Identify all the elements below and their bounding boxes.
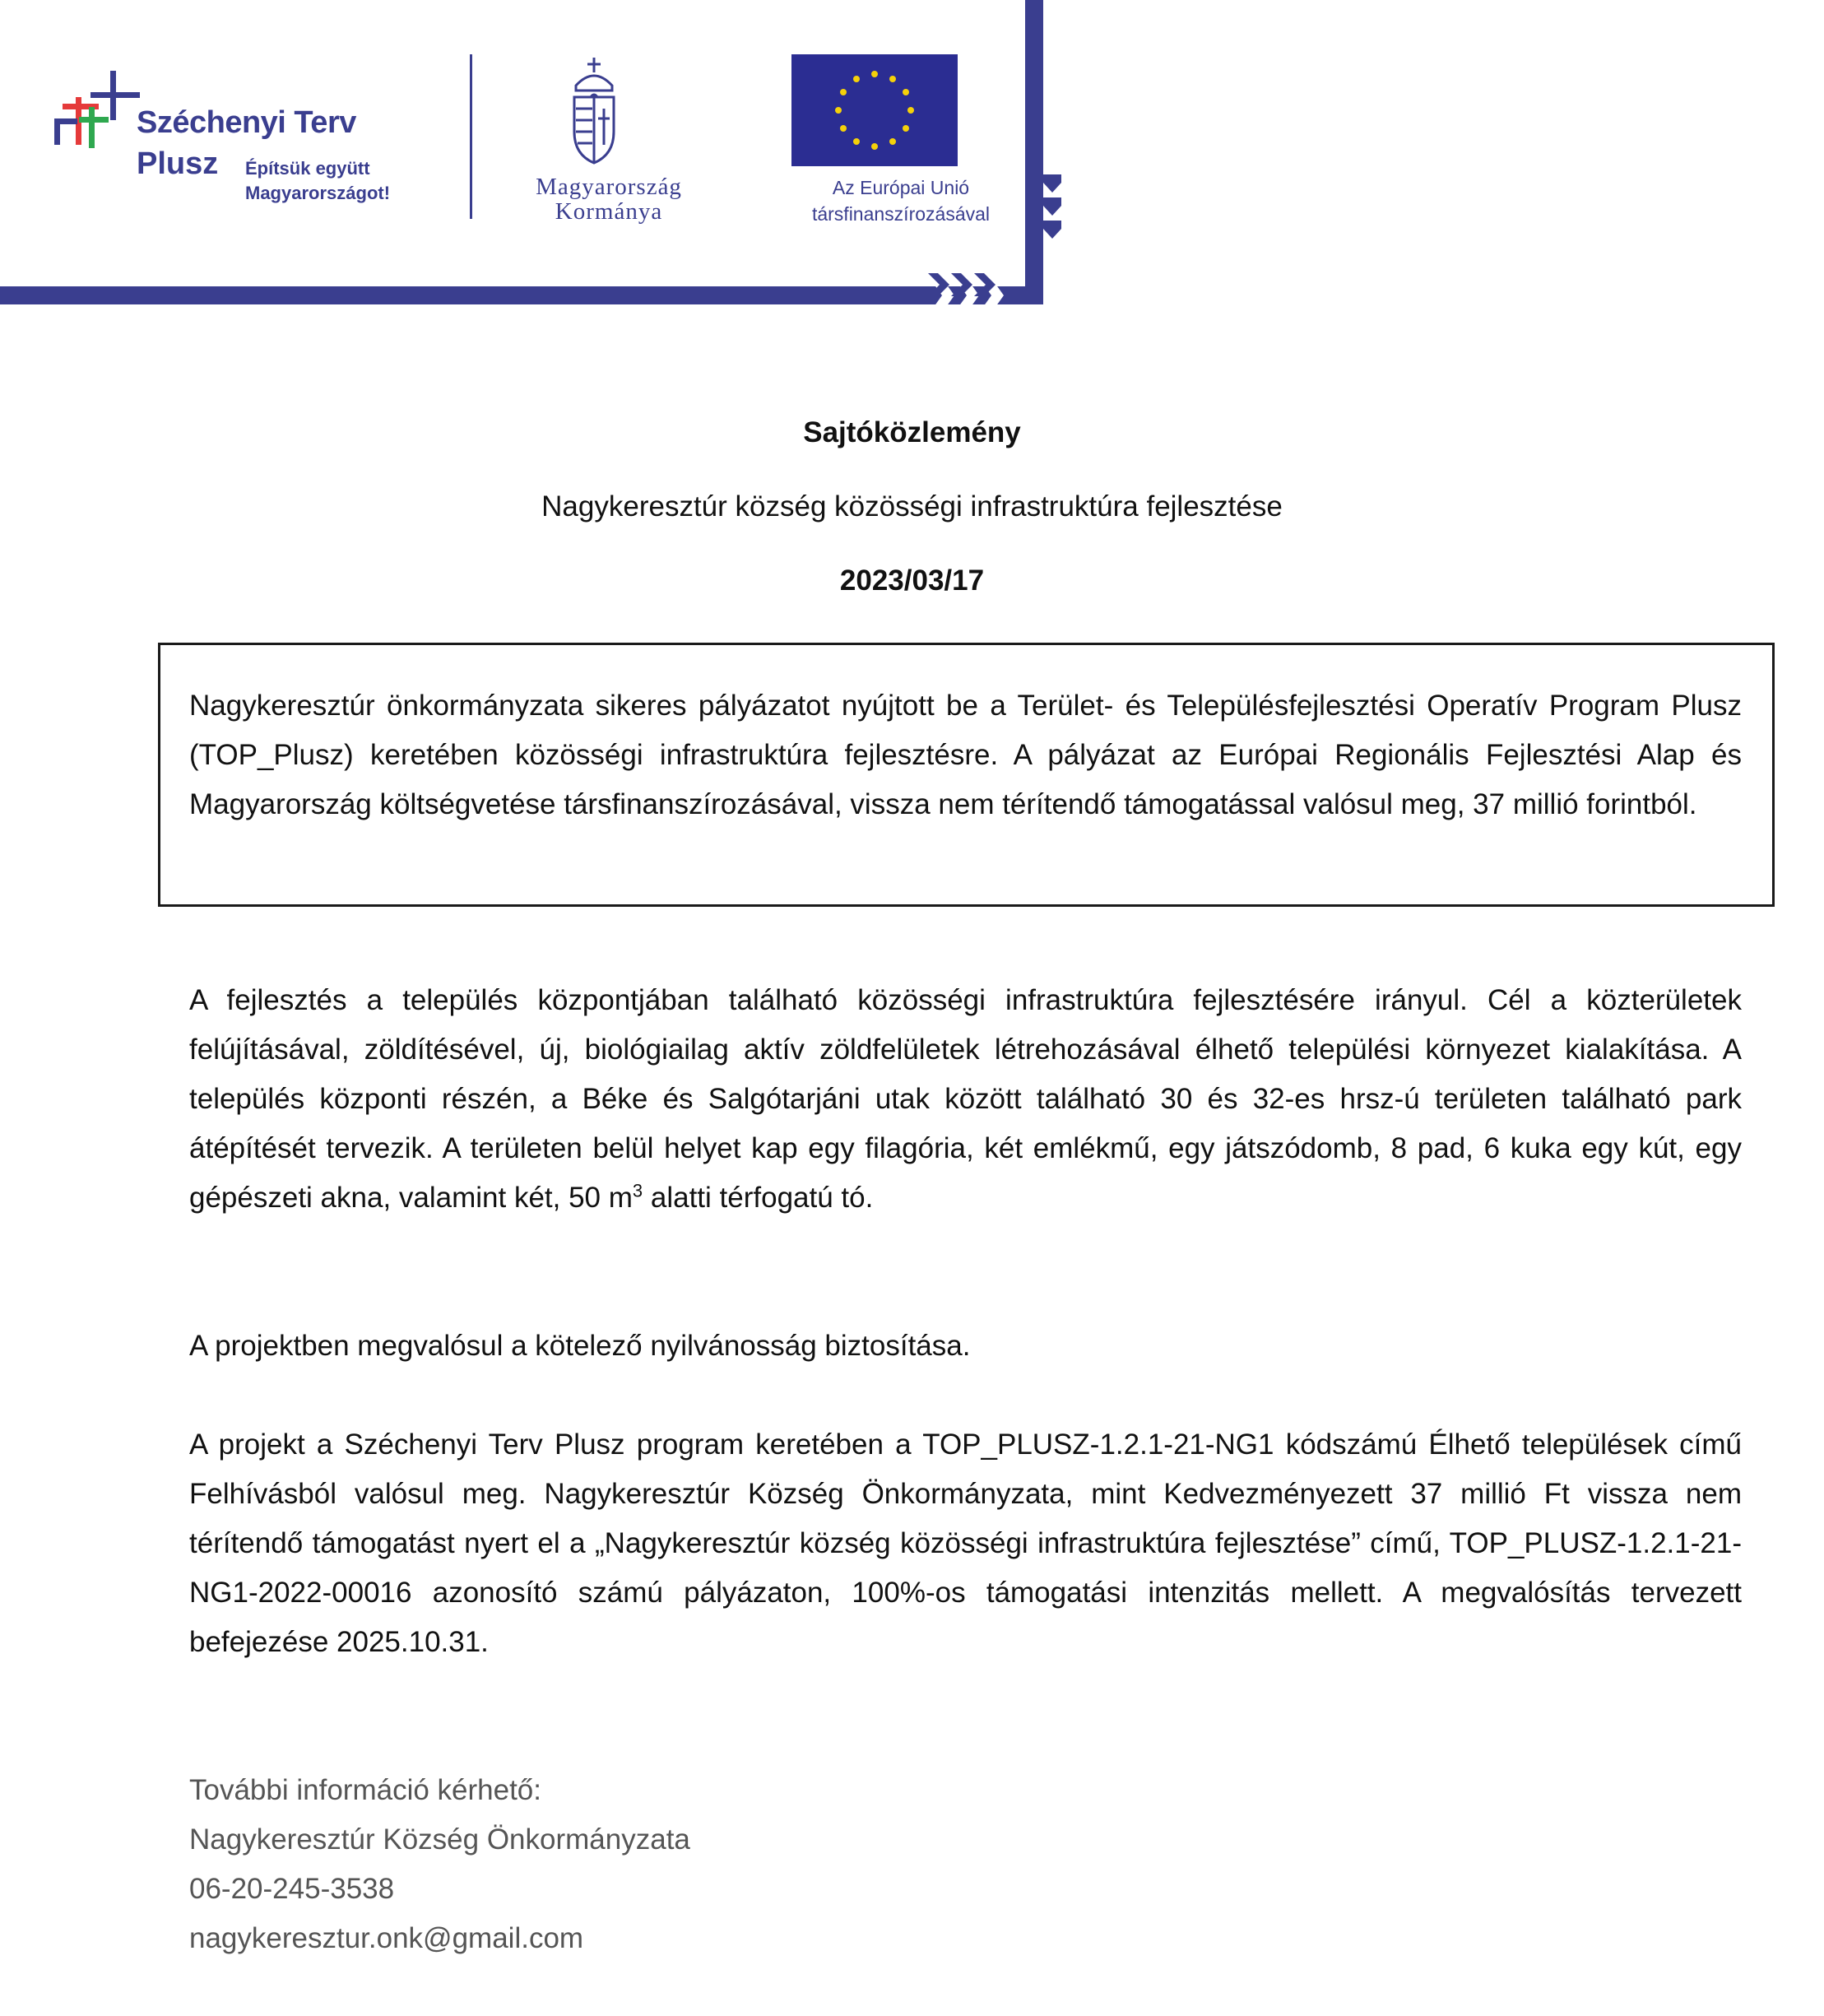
contact-label: További információ kérhető: xyxy=(189,1774,541,1806)
eu-line-1: Az Európai Unió xyxy=(832,177,970,198)
szechenyi-logo-slogan xyxy=(245,156,390,206)
gov-line-1: Magyarország xyxy=(536,174,682,200)
contact-block xyxy=(189,1766,690,1963)
p1-tail: alatti térfogatú tó. xyxy=(643,1182,874,1214)
p1-text: A fejlesztés a település központjában található közösségi infrastruktúra fejlesztésére irányul. Cél a közterületek felújításával, zöldítésével, új, biológiailag aktív zöldfelületek létrehozásával élhető települési környezet kialakítása. A település központi részén, a Béke és Salgótarjáni utak között található 30 és 32-es hrsz-ú területen található park átépítését tervezik. A területen belül helyet kap egy filagória, két emlékmű, egy játszódomb, 8 pad, 6 kuka egy kút, egy gépészeti akna, valamint két, 50 m xyxy=(189,984,1742,1214)
contact-email[interactable]: nagykeresztur.onk@gmail.com xyxy=(189,1922,584,1954)
szechenyi-logo-name: Széchenyi Terv xyxy=(137,105,356,140)
body-paragraph-3: A projekt a Széchenyi Terv Plusz program keretében a TOP_PLUSZ-1.2.1-21-NG1 kódszámú Élhető települések című Felhívásból valósul meg. Nagykeresztúr Község Önkormányzata, mint Kedvezményezett 37 millió Ft vissza nem térítendő támogatást nyert el a „Nagykeresztúr község közösségi infrastruktúra fejlesztése” című, TOP_PLUSZ-1.2.1-21-NG1-2022-00016 azonosító számú pályázaton, 100%-os támogatási intenzitás mellett. A megvalósítás tervezett befejezése 2025.10.31. xyxy=(189,1428,1742,1658)
contact-phone: 06-20-245-3538 xyxy=(189,1873,395,1905)
page-subtitle: Nagykeresztúr község közösségi infrastruktúra fejlesztése xyxy=(541,490,1283,523)
bottom-band-bar xyxy=(0,286,1038,304)
page-title: Sajtóközlemény xyxy=(803,416,1021,448)
szechenyi-logo-plusz: Plusz xyxy=(137,146,219,181)
p1-superscript: 3 xyxy=(632,1180,643,1201)
eu-label xyxy=(745,174,1057,227)
logo-divider xyxy=(470,54,472,219)
szechenyi-cross-icon xyxy=(54,71,140,148)
slogan-line-2: Magyarországot! xyxy=(245,183,391,203)
contact-org: Nagykeresztúr Község Önkormányzata xyxy=(189,1823,690,1856)
slogan-line-1: Építsük együtt xyxy=(245,158,370,179)
right-band-bar xyxy=(1025,0,1043,304)
body-paragraph-1 xyxy=(189,976,1742,1223)
government-label xyxy=(510,174,708,224)
header-band xyxy=(0,0,1070,309)
coat-of-arms-icon xyxy=(574,58,614,163)
body-paragraph-2: A projektben megvalósul a kötelező nyilvánosság biztosítása. xyxy=(189,1330,971,1362)
summary-text: Nagykeresztúr önkormányzata sikeres pályázatot nyújtott be a Terület- és Településfejlesztési Operatív Program Plusz (TOP_Plusz) keretében közösségi infrastruktúra fejlesztésre. A pályázat az Európai Regionális Fejlesztési Alap és Magyarország költségvetése társfinanszírozásával, vissza nem térítendő támogatással valósul meg, 37 millió forintból. xyxy=(189,690,1742,820)
press-date: 2023/03/17 xyxy=(839,564,985,597)
gov-line-2: Kormánya xyxy=(555,198,663,225)
eu-line-2: társfinanszírozásával xyxy=(811,203,991,225)
